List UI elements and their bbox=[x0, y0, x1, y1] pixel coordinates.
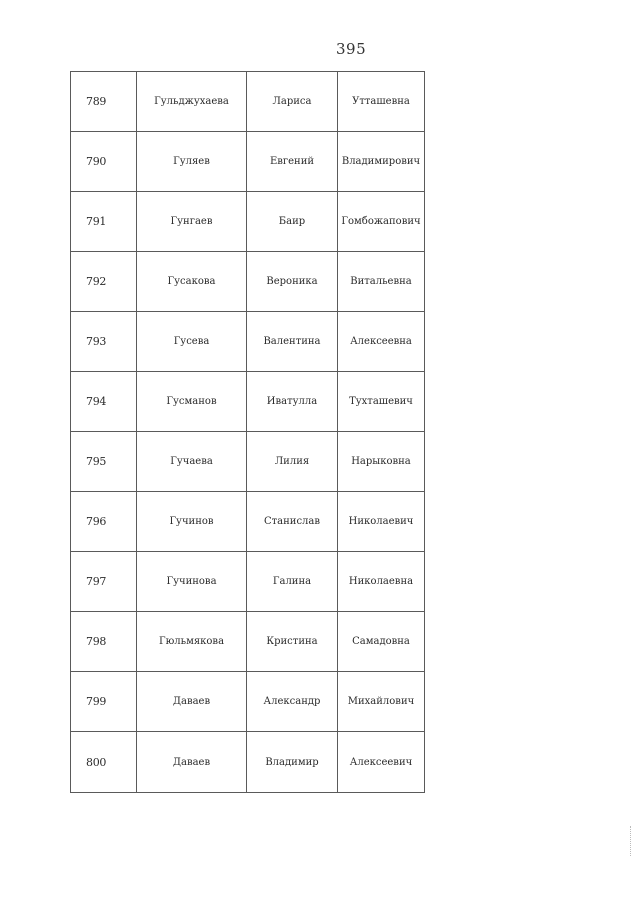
table-row bbox=[71, 732, 425, 793]
table-row bbox=[71, 552, 425, 612]
names-table bbox=[70, 71, 425, 793]
last-name-cell: Гучаева bbox=[137, 432, 247, 492]
row-number-cell: 797 bbox=[71, 552, 137, 612]
last-name-cell: Даваев bbox=[137, 732, 247, 793]
names-table-body bbox=[71, 72, 425, 793]
patronymic-cell: Михайлович bbox=[338, 672, 425, 732]
first-name-cell: Лилия bbox=[247, 432, 338, 492]
last-name-cell: Гюльмякова bbox=[137, 612, 247, 672]
first-name-cell: Иватулла bbox=[247, 372, 338, 432]
table-row bbox=[71, 672, 425, 732]
first-name-cell: Вероника bbox=[247, 252, 338, 312]
table-row bbox=[71, 252, 425, 312]
row-number-cell: 798 bbox=[71, 612, 137, 672]
patronymic-cell: Алексеевна bbox=[338, 312, 425, 372]
patronymic-cell: Владимирович bbox=[338, 132, 425, 192]
row-number-cell: 790 bbox=[71, 132, 137, 192]
last-name-cell: Гусманов bbox=[137, 372, 247, 432]
first-name-cell: Кристина bbox=[247, 612, 338, 672]
table-row bbox=[71, 132, 425, 192]
last-name-cell: Гучинова bbox=[137, 552, 247, 612]
row-number-cell: 795 bbox=[71, 432, 137, 492]
last-name-cell: Гуляев bbox=[137, 132, 247, 192]
first-name-cell: Лариса bbox=[247, 72, 338, 132]
first-name-cell: Александр bbox=[247, 672, 338, 732]
first-name-cell: Валентина bbox=[247, 312, 338, 372]
row-number-cell: 794 bbox=[71, 372, 137, 432]
table-row bbox=[71, 432, 425, 492]
table-row bbox=[71, 72, 425, 132]
table-row bbox=[71, 372, 425, 432]
row-number-cell: 792 bbox=[71, 252, 137, 312]
row-number-cell: 796 bbox=[71, 492, 137, 552]
patronymic-cell: Утташевна bbox=[338, 72, 425, 132]
patronymic-cell: Самадовна bbox=[338, 612, 425, 672]
patronymic-cell: Николаевна bbox=[338, 552, 425, 612]
last-name-cell: Гульджухаева bbox=[137, 72, 247, 132]
table-row bbox=[71, 612, 425, 672]
patronymic-cell: Нарыковна bbox=[338, 432, 425, 492]
last-name-cell: Даваев bbox=[137, 672, 247, 732]
table-row bbox=[71, 312, 425, 372]
table-row bbox=[71, 492, 425, 552]
table-row bbox=[71, 192, 425, 252]
row-number-cell: 789 bbox=[71, 72, 137, 132]
page-number: 395 bbox=[336, 40, 367, 58]
last-name-cell: Гучинов bbox=[137, 492, 247, 552]
first-name-cell: Станислав bbox=[247, 492, 338, 552]
first-name-cell: Галина bbox=[247, 552, 338, 612]
scan-artifact bbox=[626, 826, 631, 856]
patronymic-cell: Тухташевич bbox=[338, 372, 425, 432]
first-name-cell: Владимир bbox=[247, 732, 338, 793]
first-name-cell: Евгений bbox=[247, 132, 338, 192]
first-name-cell: Баир bbox=[247, 192, 338, 252]
row-number-cell: 799 bbox=[71, 672, 137, 732]
last-name-cell: Гунгаев bbox=[137, 192, 247, 252]
row-number-cell: 791 bbox=[71, 192, 137, 252]
last-name-cell: Гусакова bbox=[137, 252, 247, 312]
patronymic-cell: Николаевич bbox=[338, 492, 425, 552]
row-number-cell: 793 bbox=[71, 312, 137, 372]
patronymic-cell: Витальевна bbox=[338, 252, 425, 312]
row-number-cell: 800 bbox=[71, 732, 137, 793]
patronymic-cell: Алексеевич bbox=[338, 732, 425, 793]
patronymic-cell: Гомбожапович bbox=[338, 192, 425, 252]
last-name-cell: Гусева bbox=[137, 312, 247, 372]
